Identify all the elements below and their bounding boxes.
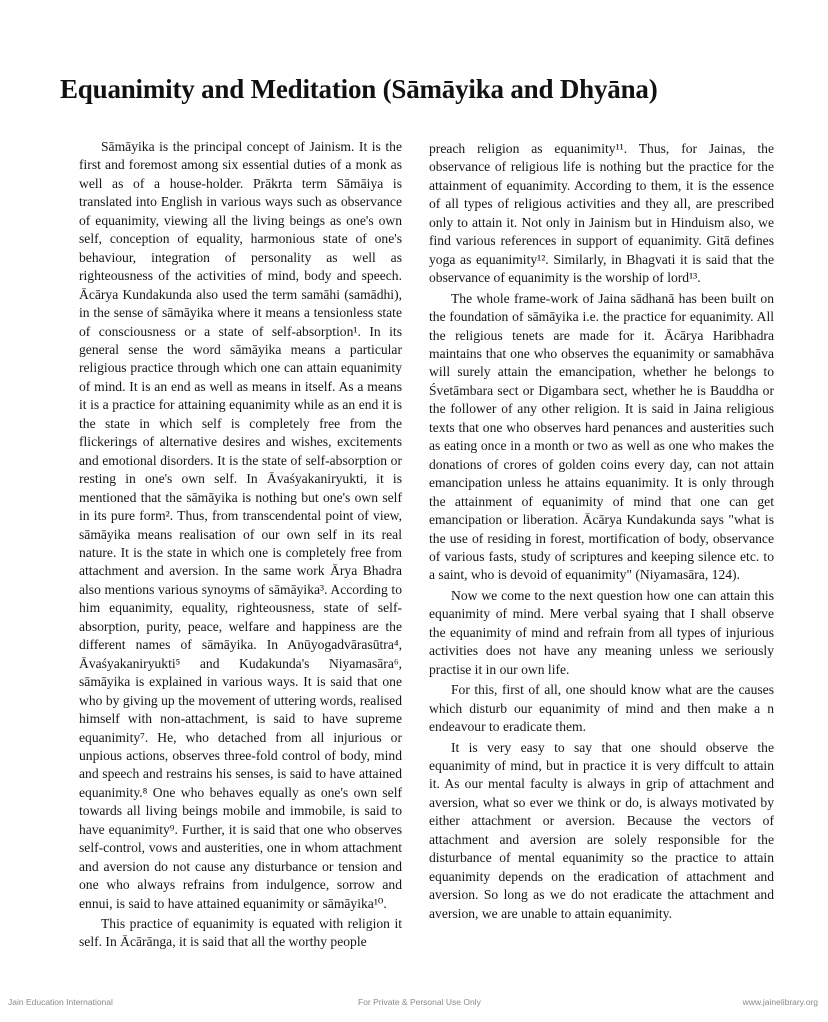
paragraph: The whole frame-work of Jaina sādhanā has been built on the foundation of sāmāyika i.e. the practice for equanimity. All the religious tenets are made for it. Ācārya Haribhadra maintains that one who observes the equanimity or samabhāva will surely attain the emancipation, whether he belongs to Śvetāmbara sect or Digambara sect, whether he is Bauddha or the follower of any other religion. It is said in Jaina religious texts that one who observes hard penances and austerities such as eating once in a month or two as well as one who makes the donations of crores of golden coins every day, can not attain emancipation unless he attains equanimity. It is only through the attainment of equanimity of mind that one can get emancipation or liberation. Ācārya Kundakunda says "what is the use of residing in forest, mortification of body, observance of various fasts, study of scriptures and keeping silence etc. to a saint, who is devoid of equanimity" (Niyamasāra, 124).	[429, 290, 774, 583]
left-column	[79, 138, 402, 952]
paragraph: For this, first of all, one should know what are the causes which disturb our equanimity of mind and then make a n endeavour to eradicate them.	[429, 682, 774, 735]
right-column	[429, 140, 774, 923]
paragraph: This practice of equanimity is equated with religion it self. In Ācārānga, it is said that all the worthy people	[79, 916, 402, 950]
page-footer	[0, 997, 828, 1013]
paragraph: It is very easy to say that one should observe the equanimity of mind, but in practice it is very diffcult to attain it. As our mental faculty is always in grip of attachment and aversion, what so ever we think or do, is always motivated by either attachment or aversion. Because the vectors of attachment and aversion are solely responsible for the disturbance of mental equanimity so the practice to attain equanimity depends on the eradication of attachment and aversion. So long as we do not eradicate the attachment and aversion, we are unable to attain equanimity.	[429, 739, 774, 921]
paragraph: Sāmāyika is the principal concept of Jainism. It is the first and foremost among six essential duties of a monk as well as of a house-holder. Prākrta term Sāmāiya is translated into English in various ways such as observance of equanimity, viewing all the living beings as one's own self, conception of equality, harmonious state of one's behaviour, integration of personality as well as righteousness of the activities of mind, body and speech. Ācārya Kundakunda also used the term samāhi (samādhi), in the sense of sāmāyika where it means a tensionless state of consciousness or a state of self-absorption¹. In its general sense the word sāmāyika means a particular religious practice through which one can attain equanimity of mind. It is an end as well as means in itself. As a means it is a practice for attaining equanimity while as an end it is the state in which self is completely free from the flickerings of alternative desires and wishes, excitements and emotional disorders. It is the state of self-absorption or resting in one's own self. In Āvaśyakaniryukti, it is mentioned that the sāmāyika is nothing but one's own self in its pure form². Thus, from transcendental point of view, sāmāyika means realisation of our own self in its real nature. It is the state in which one is completely free from attachment and aversion. In the same work Ārya Bhadra also mentions various synoyms of sāmāyika³. According to him equanimity, equality, righteousness, state of self-absorption, purity, peace, welfare and happiness are the different names of sāmāyika. In Anūyogadvārasūtra⁴, Āvaśyakaniryukti⁵ and Kudakunda's Niyamasāra⁶, sāmāyika is explained in various ways. It is said that one who by giving up the movement of uttering words, realised himself with non-attachment, is said to have supreme equanimity⁷. He, who detached from all injurious or unpious actions, observes three-fold control of body, mind and speech and restrains his senses, is said to have attained equanimity.⁸ One who behaves equally as one's own self towards all living beings mobile and immobile, is said to have equanimity⁹. Further, it is said that one who observes self-control, vows and austerities, one in whom attachment and aversion do not cause any disturbance or tension and one who always refrains from indulgence, sorrow and ennui, is said to have attained equanimity or sāmāyika¹⁰.	[79, 139, 402, 911]
footer-website: www.jainelibrary.org	[742, 997, 818, 1007]
paragraph: Now we come to the next question how one can attain this equanimity of mind. Mere verbal syaing that I shall observe the equanimity of mind and refrain from all types of injurious activities does not have any meaning unless we seriously practise it in our own life.	[429, 587, 774, 677]
footer-publisher: Jain Education International	[8, 997, 113, 1007]
paragraph: preach religion as equanimity¹¹. Thus, for Jainas, the observance of religious life is nothing but the practice for the attainment of equanimity. According to them, it is the essence of all types of religious activities and they all, are prescribed only to attain it. Not only in Jainism but in Hinduism also, we find various references in support of equanimity. Gitā defines yoga as equanimity¹². Similarly, in Bhagvati it is said that the observance of equanimity is the worship of lord¹³.	[429, 141, 774, 286]
footer-usage-note: For Private & Personal Use Only	[358, 997, 481, 1007]
page-title: Equanimity and Meditation (Sāmāyika and Dhyāna)	[60, 74, 658, 104]
